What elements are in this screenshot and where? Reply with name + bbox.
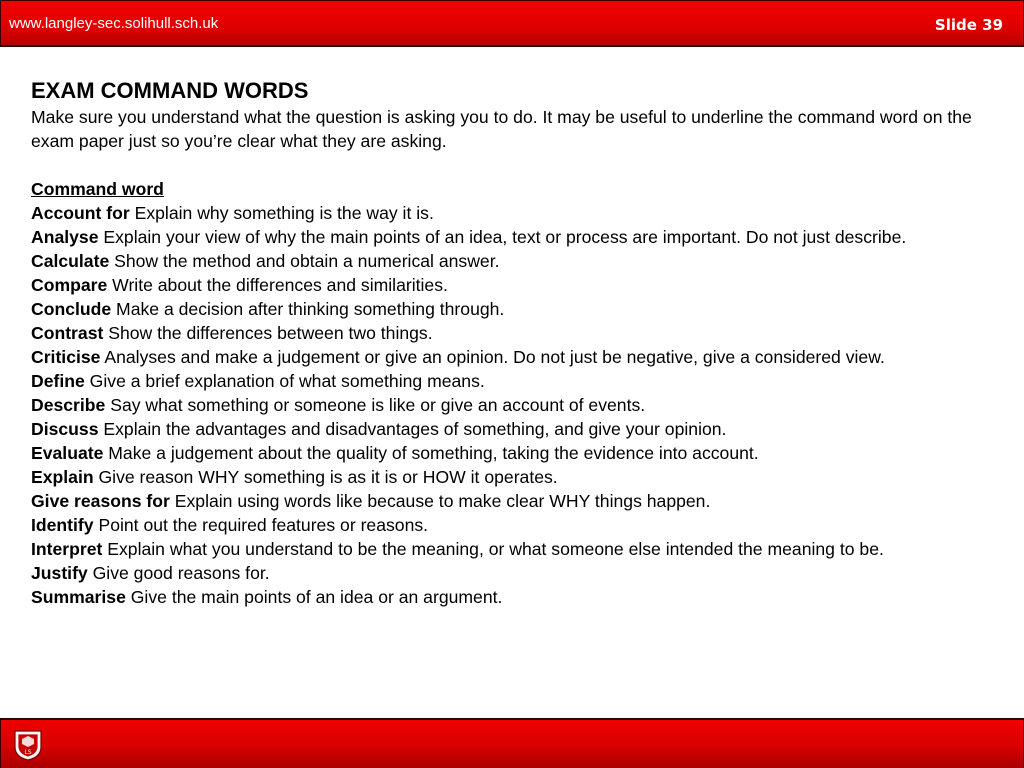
command-word-row bbox=[31, 393, 1006, 417]
command-word-term: Account for bbox=[31, 203, 130, 223]
command-word-term: Criticise bbox=[31, 347, 101, 367]
command-word-definition: Give good reasons for. bbox=[92, 563, 270, 583]
command-word-term: Calculate bbox=[31, 251, 110, 271]
command-word-definition: Explain the advantages and disadvantages of something, and give your opinion. bbox=[103, 419, 727, 439]
command-word-definition: Make a judgement about the quality of something, taking the evidence into account. bbox=[108, 443, 759, 463]
section-label: Command word bbox=[31, 179, 164, 199]
command-word-term: Explain bbox=[31, 467, 94, 487]
command-word-row bbox=[31, 585, 1006, 609]
command-word-row bbox=[31, 561, 1006, 585]
command-word-term: Conclude bbox=[31, 299, 112, 319]
command-word-definition: Explain your view of why the main points of an idea, text or process are important. Do not just describe. bbox=[103, 227, 907, 247]
command-word-row bbox=[31, 297, 1006, 321]
command-word-row bbox=[31, 417, 1006, 441]
command-word-definition: Show the method and obtain a numerical answer. bbox=[114, 251, 500, 271]
slide-heading: EXAM COMMAND WORDS bbox=[31, 78, 309, 103]
command-word-definition: Point out the required features or reasons. bbox=[98, 515, 429, 535]
command-word-row bbox=[31, 249, 1006, 273]
command-word-term: Identify bbox=[31, 515, 94, 535]
command-word-definition: Explain using words like because to make clear WHY things happen. bbox=[174, 491, 711, 511]
command-word-definition: Give a brief explanation of what something means. bbox=[89, 371, 485, 391]
command-word-definition: Analyses and make a judgement or give an opinion. Do not just be negative, give a considered view. bbox=[104, 347, 885, 367]
command-word-definition: Show the differences between two things. bbox=[108, 323, 433, 343]
command-word-definition: Give the main points of an idea or an argument. bbox=[130, 587, 503, 607]
command-word-definition: Make a decision after thinking something through. bbox=[116, 299, 505, 319]
command-word-definition: Explain what you understand to be the meaning, or what someone else intended the meaning to be. bbox=[107, 539, 884, 559]
command-word-term: Compare bbox=[31, 275, 108, 295]
spacer bbox=[31, 153, 1006, 177]
command-word-term: Evaluate bbox=[31, 443, 104, 463]
command-word-row bbox=[31, 369, 1006, 393]
command-word-term: Discuss bbox=[31, 419, 99, 439]
command-word-row bbox=[31, 441, 1006, 465]
command-word-row bbox=[31, 465, 1006, 489]
top-header-bar bbox=[0, 0, 1024, 47]
command-word-row bbox=[31, 321, 1006, 345]
command-word-row bbox=[31, 201, 1006, 225]
command-word-term: Give reasons for bbox=[31, 491, 170, 511]
command-word-definition: Say what something or someone is like or give an account of events. bbox=[110, 395, 646, 415]
school-crest-icon bbox=[13, 729, 43, 761]
command-word-row bbox=[31, 273, 1006, 297]
command-word-row bbox=[31, 225, 1006, 249]
slide-number: Slide 39 bbox=[934, 16, 1003, 34]
command-word-term: Define bbox=[31, 371, 85, 391]
command-word-row bbox=[31, 537, 1006, 561]
command-word-definition: Explain why something is the way it is. bbox=[134, 203, 434, 223]
command-word-list bbox=[31, 201, 1006, 609]
command-word-term: Describe bbox=[31, 395, 106, 415]
command-word-row bbox=[31, 513, 1006, 537]
command-word-definition: Write about the differences and similarities. bbox=[112, 275, 448, 295]
intro-text: Make sure you understand what the question is asking you to do. It may be useful to underline the command word on the exam paper just so you’re clear what they are asking. bbox=[31, 107, 972, 151]
command-word-row bbox=[31, 489, 1006, 513]
school-website-url[interactable]: www.langley-sec.solihull.sch.uk bbox=[9, 15, 219, 32]
command-word-term: Analyse bbox=[31, 227, 99, 247]
command-word-row bbox=[31, 345, 1006, 369]
slide-content bbox=[31, 77, 1006, 609]
command-word-term: Interpret bbox=[31, 539, 103, 559]
bottom-footer-bar bbox=[0, 718, 1024, 768]
command-word-definition: Give reason WHY something is as it is or HOW it operates. bbox=[98, 467, 558, 487]
command-word-term: Summarise bbox=[31, 587, 126, 607]
command-word-term: Contrast bbox=[31, 323, 104, 343]
command-word-term: Justify bbox=[31, 563, 88, 583]
crest-lettering: LS bbox=[24, 749, 32, 756]
